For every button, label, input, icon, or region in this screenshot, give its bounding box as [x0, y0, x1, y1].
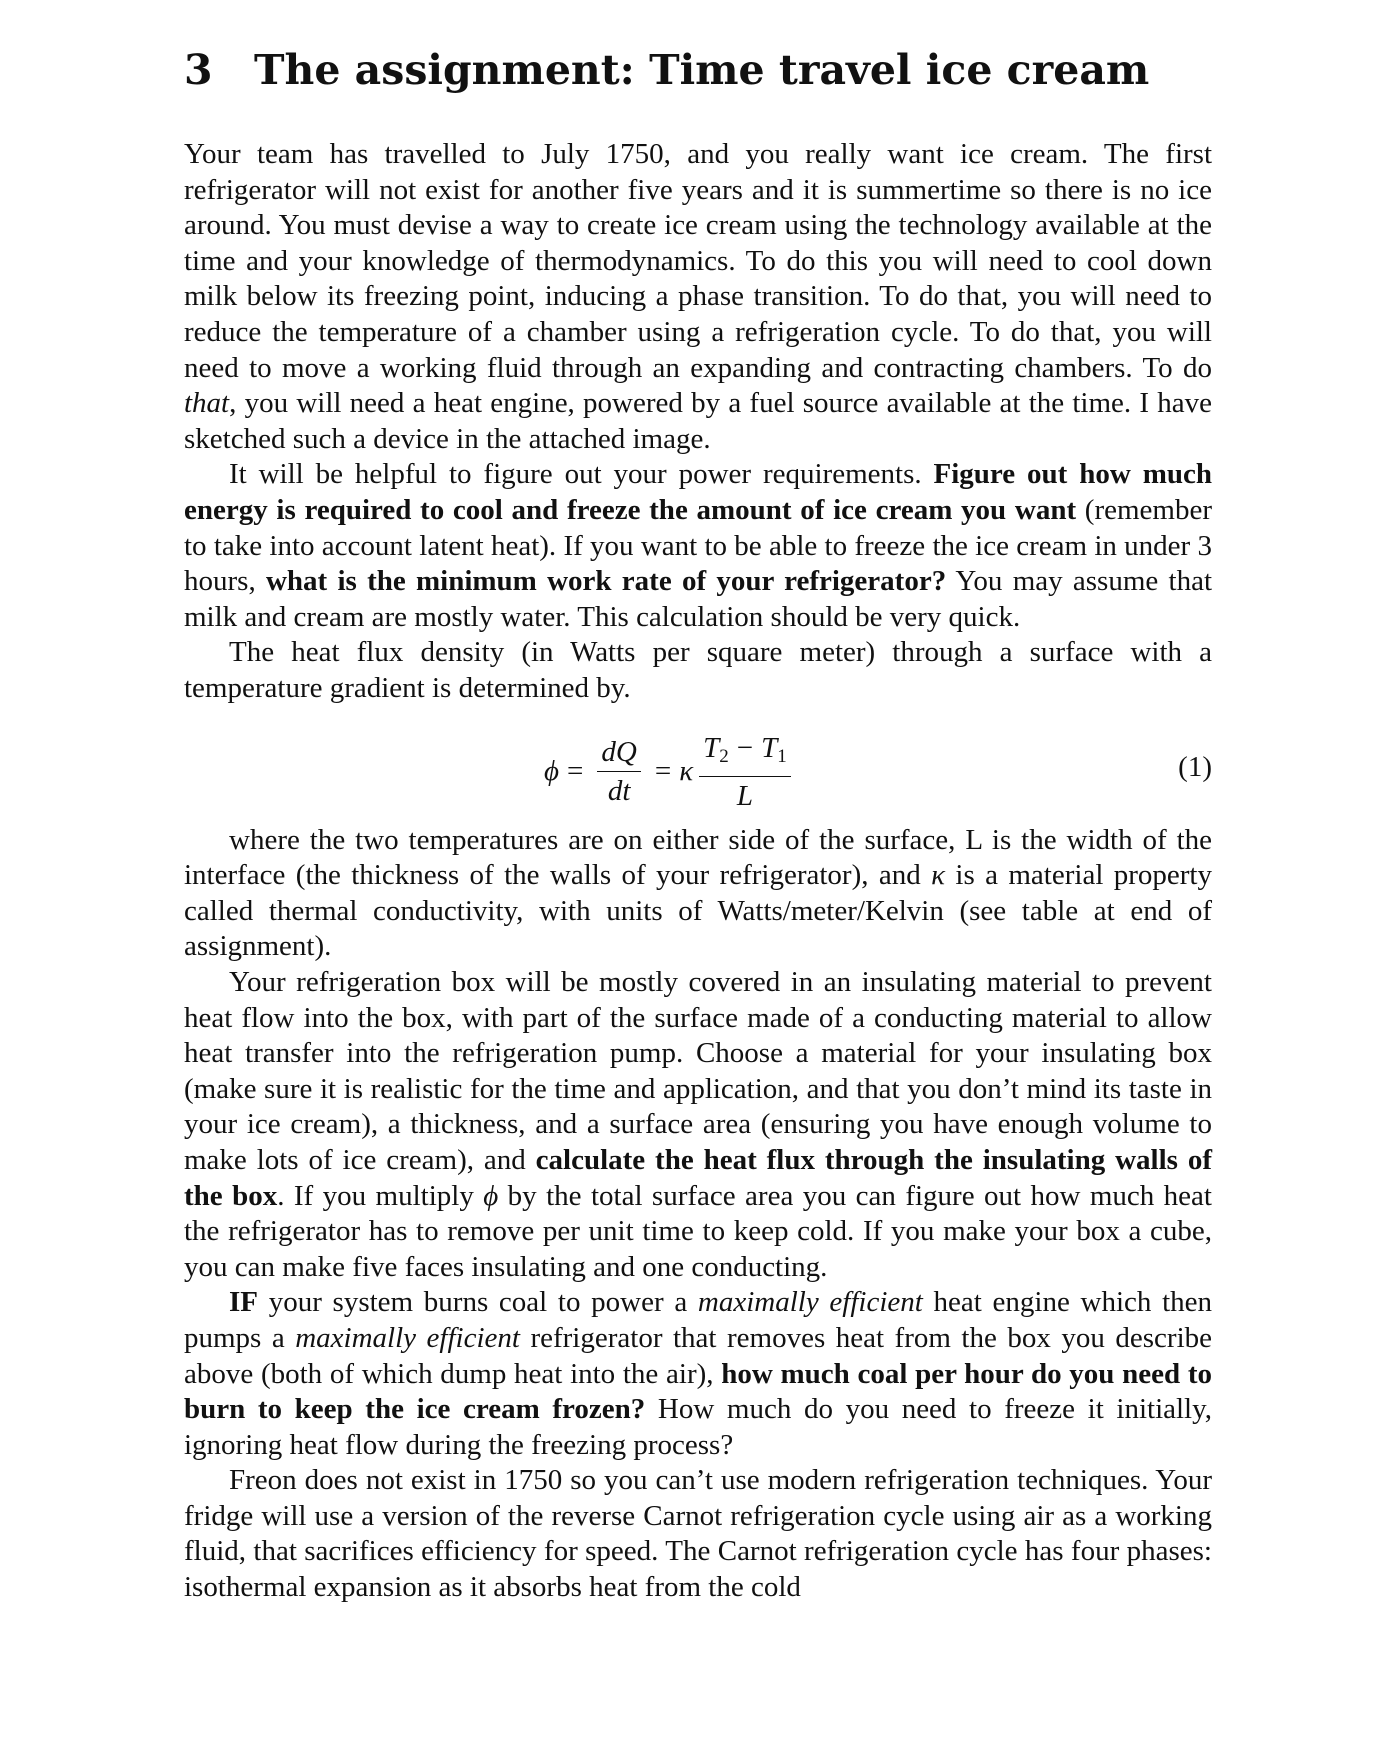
kappa-symbol: κ [931, 859, 946, 892]
text-run: refrigerator that removes heat from the box you describe above (both of which dump heat into the air), [184, 1321, 1212, 1390]
emphasis: that [184, 387, 230, 420]
paragraph-coal [184, 1285, 1212, 1463]
minus-sign: − [736, 731, 754, 764]
fraction-numerator [699, 729, 791, 776]
phi-symbol: ϕ [544, 755, 560, 788]
equation-number: (1) [1178, 750, 1212, 783]
equals-sign: = [567, 755, 584, 788]
text-run: . If you multiply [277, 1179, 484, 1212]
bold-question: calculate the heat flux through the insulating walls of the box [184, 1143, 1213, 1212]
paragraph-insulating-box [184, 965, 1212, 1285]
paragraph-equation-explanation [184, 823, 1212, 965]
fraction-denominator: dt [607, 775, 631, 808]
paragraph-power-requirements [184, 457, 1212, 635]
emphasis: maximally efficient [697, 1286, 923, 1319]
t2-symbol: T [703, 731, 720, 764]
fraction-temperature-gradient [699, 729, 791, 815]
section-title: The assignment: Time travel ice cream [254, 46, 1150, 94]
fraction-dq-dt [597, 733, 640, 810]
paragraph-heat-flux: The heat flux density (in Watts per square meter) through a surface with a temperature gradient is determined by. [184, 636, 1212, 704]
text-run: is a material property called thermal conductivity, with units of Watts/meter/Kelvin (see table at end of assignment). [184, 859, 1212, 963]
paragraph-freon: Freon does not exist in 1750 so you can’t use modern refrigeration techniques. Your fridge will use a version of the reverse Carnot refrigeration cycle using air as a working fluid, that sacrifices efficiency for speed. The Carnot refrigeration cycle has four phases: isothermal expansion as it absorbs heat from the cold [184, 1464, 1212, 1604]
text-run: your system burns coal to power a [258, 1286, 698, 1319]
text-run: (remember to take into account latent heat). If you want to be able to freeze the ice cream in under 3 hours, [184, 494, 1213, 598]
text-run: How much do you need to freeze it initially, ignoring heat flow during the freezing process? [184, 1393, 1212, 1461]
text-run: Your team has travelled to July 1750, and you really want ice cream. The first refrigerator will not exist for another five years and it is summertime so there is no ice around. You must devise a way to create ice cream using the technology available at the time and your knowledge of thermodynamics. To do this you will need to cool down milk below its freezing point, inducing a phase transition. To do that, you will need to reduce the temperature of a chamber using a refrigeration cycle. To do that, you will need to move a working fluid through an expanding and contracting chambers. To do [184, 138, 1212, 384]
section-number: 3 [184, 46, 213, 94]
subscript: 1 [777, 745, 787, 767]
fraction-numerator: dQ [601, 736, 637, 769]
text-run: heat engine which then pumps a [184, 1286, 1213, 1354]
equation-heat-flux [184, 717, 1212, 823]
bold-question: what is the minimum work rate of your refrigerator? [265, 565, 947, 598]
emphasis: maximally efficient [295, 1321, 520, 1354]
equation-body [544, 729, 797, 815]
kappa-symbol: κ [679, 755, 694, 788]
document-page [184, 48, 1212, 1606]
subscript: 2 [719, 745, 729, 767]
phi-symbol: ϕ [483, 1179, 499, 1212]
text-run: Your refrigeration box will be mostly covered in an insulating material to prevent heat flow into the box, with part of the surface made of a conducting material to allow heat transfer into the refrigeration pump. Choose a material for your insulating box (make sure it is realistic for the time and application, and that you don’t mind its taste in your ice cream), a thickness, and a surface area (ensuring you have enough volume to make lots of ice cream), and [184, 965, 1212, 1176]
bold-if: IF [229, 1286, 258, 1319]
section-heading [184, 48, 1212, 93]
text-run: by the total surface area you can figure out how much heat the refrigerator has to remove per unit time to keep cold. If you make your box a cube, you can make five faces insulating and one conducting. [184, 1179, 1212, 1283]
bold-question: how much coal per hour do you need to burn to keep the ice cream frozen? [184, 1357, 1212, 1426]
text-run: It will be helpful to figure out your power requirements. [229, 458, 934, 491]
t1-symbol: T [761, 731, 778, 764]
paragraph-intro [184, 137, 1212, 457]
bold-question: Figure out how much energy is required to cool and freeze the amount of ice cream you want [184, 458, 1213, 527]
text-run: , you will need a heat engine, powered by a fuel source available at the time. I have sketched such a device in the attached image. [184, 387, 1212, 455]
text-run: where the two temperatures are on either side of the surface, L is the width of the interface (the thickness of the walls of your refrigerator), and [184, 823, 1212, 892]
text-run: You may assume that milk and cream are mostly water. This calculation should be very quick. [184, 565, 1213, 633]
equals-sign: = [654, 755, 672, 788]
fraction-denominator: L [736, 779, 753, 812]
